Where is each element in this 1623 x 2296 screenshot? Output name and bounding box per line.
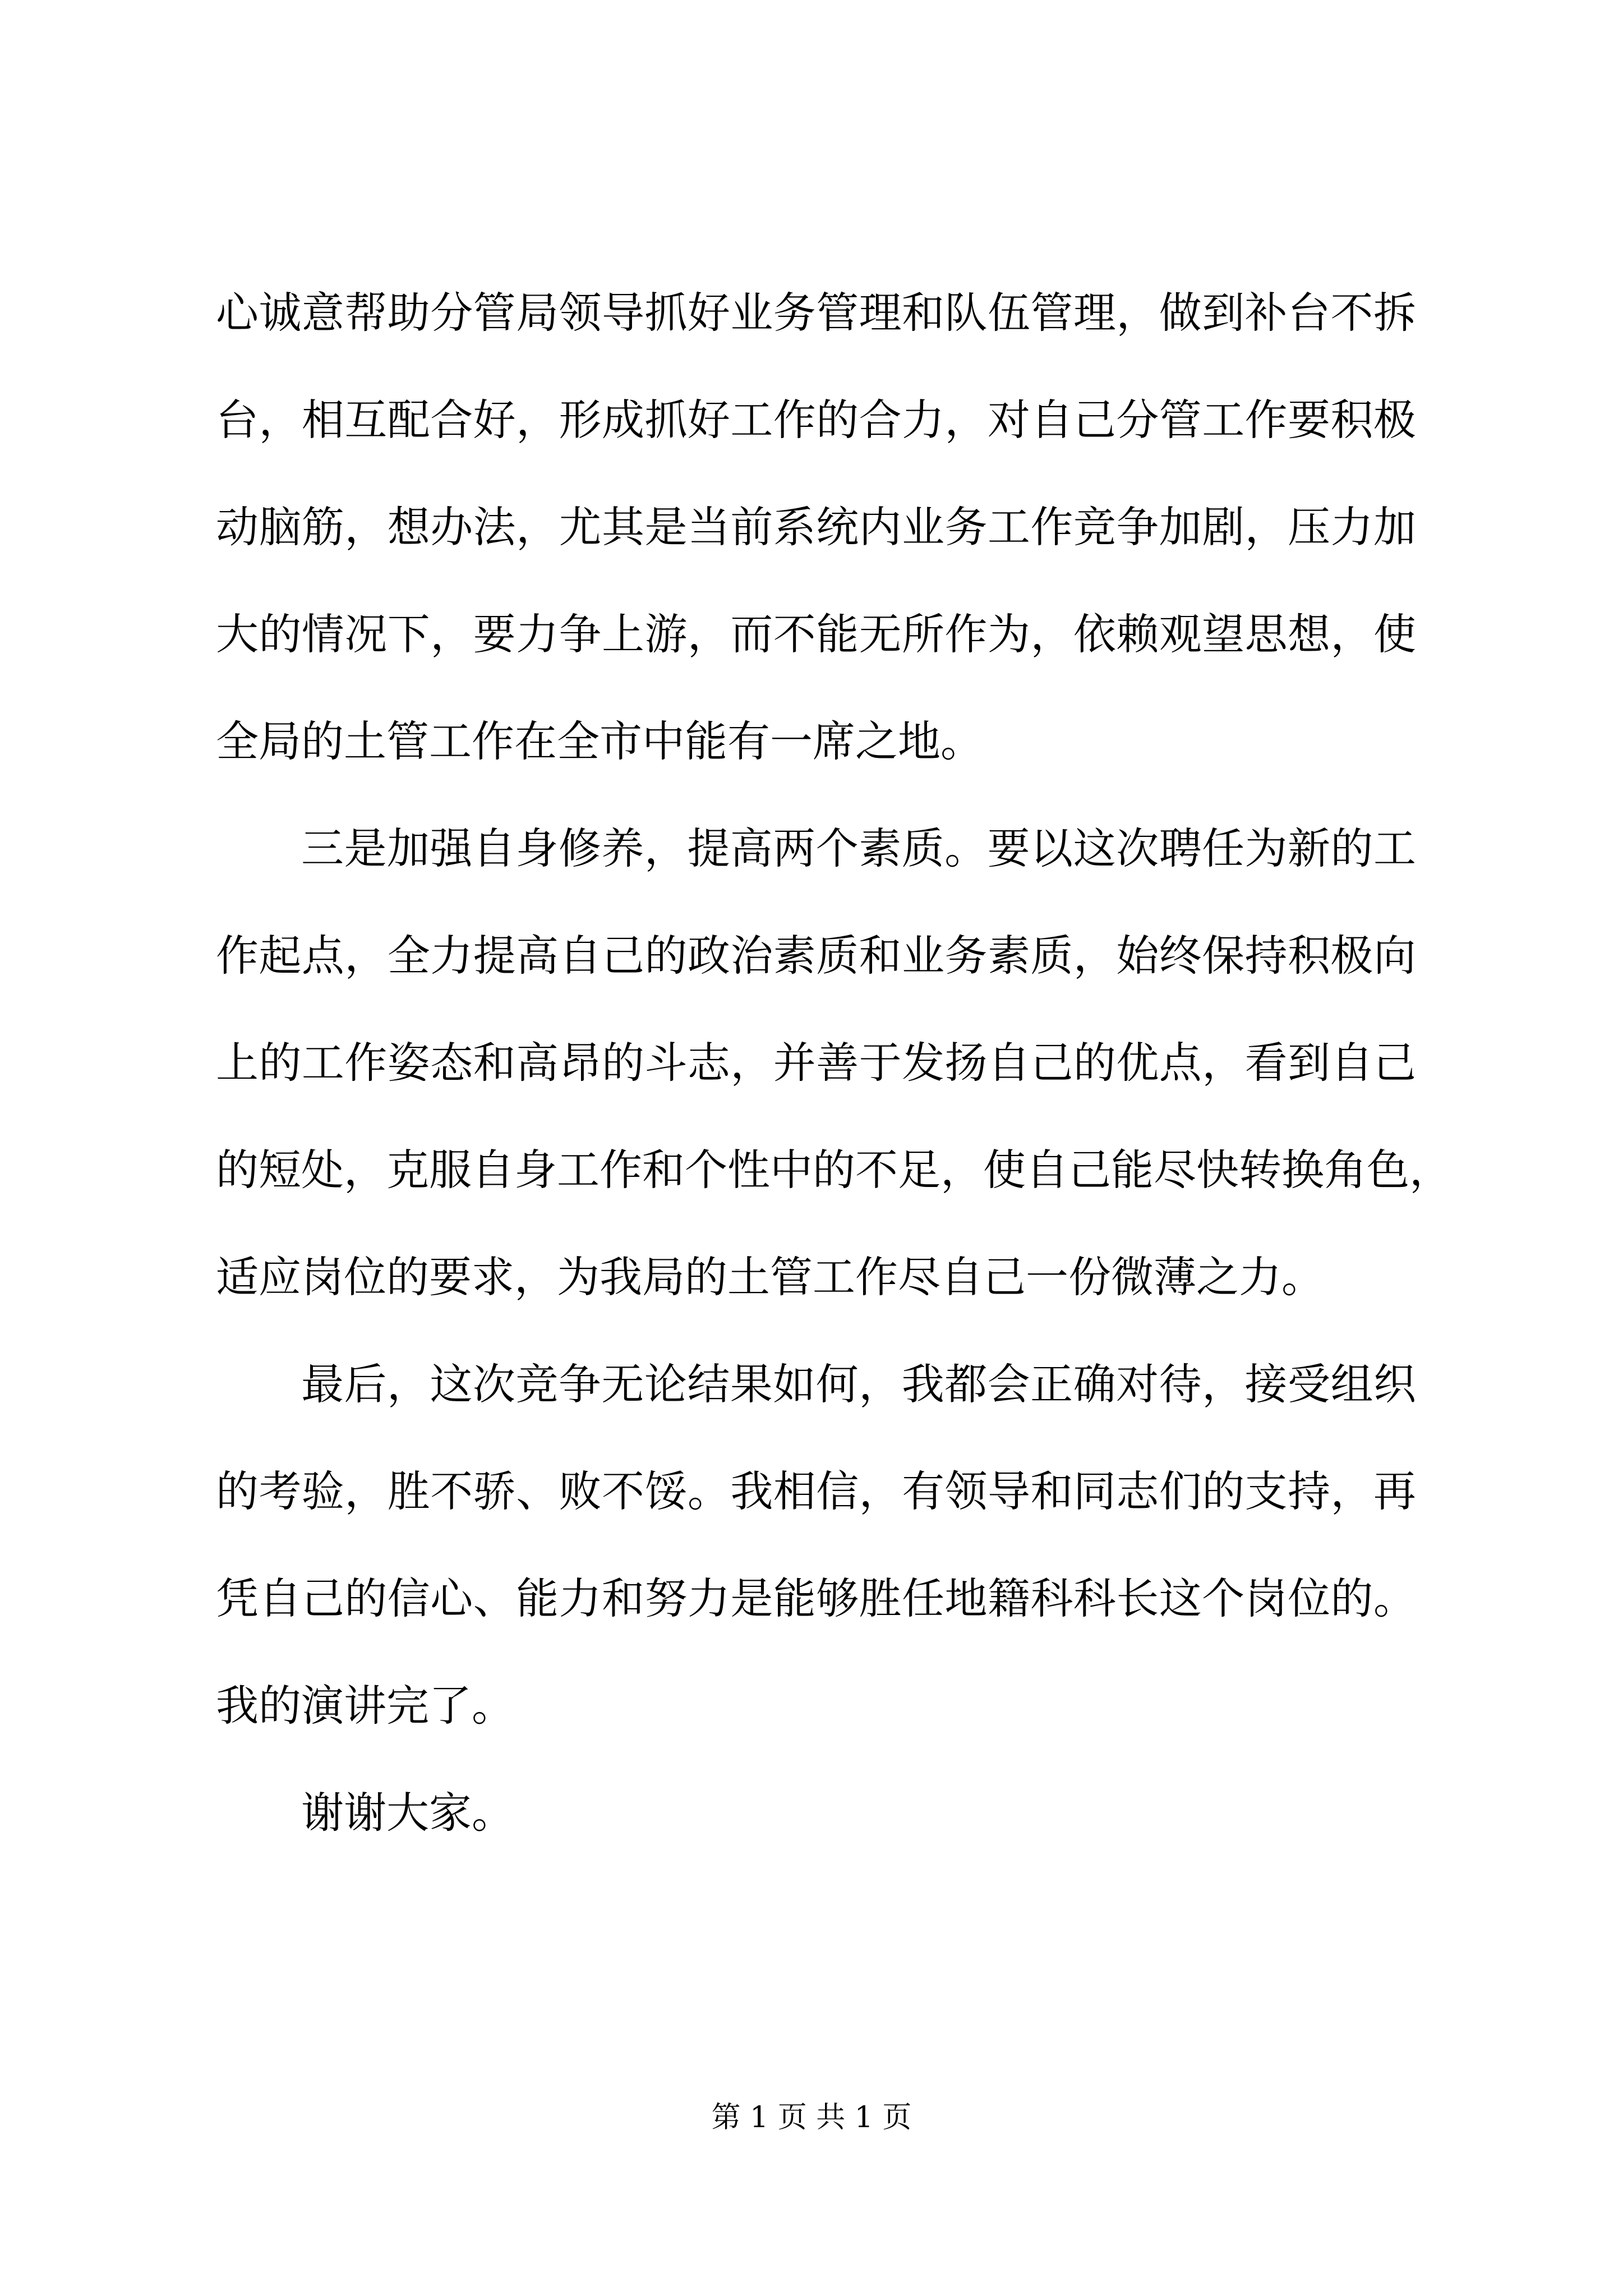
paragraph <box>216 1331 1416 1759</box>
page-number-footer: 第 1 页 共 1 页 <box>711 2101 912 2134</box>
text-line: 三是加强自身修养，提高两个素质。要以这次聘任为新的工 <box>301 823 1416 873</box>
text-line: 的短处，克服自身工作和个性中的不足，使自己能尽快转换角色， <box>216 1145 1452 1195</box>
text-line: 心诚意帮助分管局领导抓好业务管理和队伍管理，做到补台不拆 <box>216 288 1416 338</box>
text-line: 的考验，胜不骄、败不馁。我相信，有领导和同志们的支持，再 <box>216 1466 1416 1516</box>
paragraph <box>216 259 1416 795</box>
text-line: 上的工作姿态和高昂的斗志，并善于发扬自己的优点，看到自己 <box>216 1038 1416 1088</box>
text-line: 最后，这次竞争无论结果如何，我都会正确对待，接受组织 <box>301 1359 1416 1409</box>
text-line: 大的情况下，要力争上游，而不能无所作为，依赖观望思想，使 <box>216 609 1416 659</box>
text-line: 动脑筋，想办法，尤其是当前系统内业务工作竞争加剧，压力加 <box>216 502 1416 552</box>
paragraph <box>216 795 1452 1331</box>
text-line: 我的演讲完了。 <box>216 1681 514 1731</box>
text-line: 台，相互配合好，形成抓好工作的合力，对自己分管工作要积极 <box>216 395 1416 445</box>
paragraph <box>216 1759 1416 1866</box>
text-line: 凭自己的信心、能力和努力是能够胜任地籍科科长这个岗位的。 <box>216 1573 1416 1623</box>
text-line: 全局的土管工作在全市中能有一席之地。 <box>216 716 983 766</box>
text-line: 适应岗位的要求，为我局的土管工作尽自己一份微薄之力。 <box>216 1252 1324 1302</box>
text-line: 谢谢大家。 <box>301 1788 514 1838</box>
document-body <box>216 259 1452 1866</box>
text-line: 作起点，全力提高自己的政治素质和业务素质，始终保持积极向 <box>216 931 1416 981</box>
